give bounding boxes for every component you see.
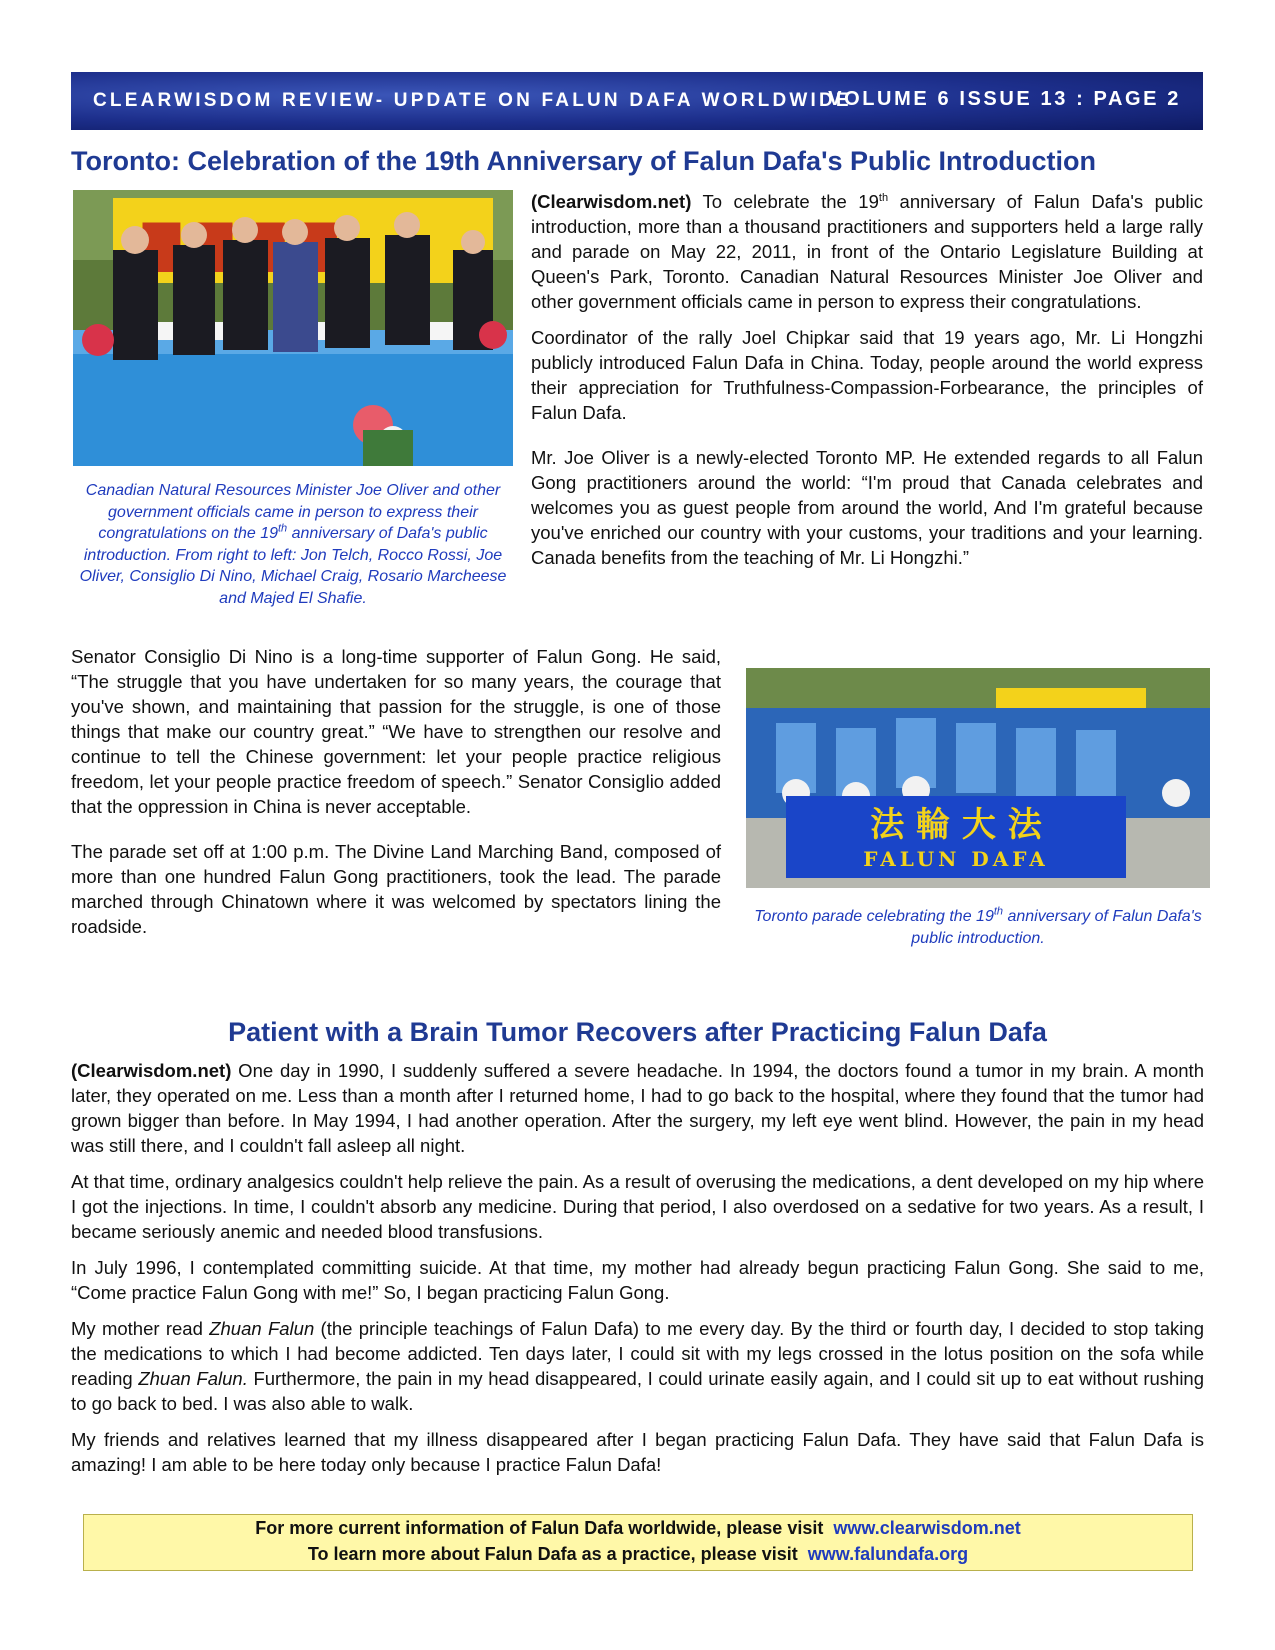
article1-left-column (71, 644, 721, 950)
article2-paragraph-4 (71, 1316, 1204, 1416)
caption1-sup: th (278, 522, 288, 535)
article1-paragraph-2: Coordinator of the rally Joel Chipkar said that 19 years ago, Mr. Li Hongzhi publicly introduced Falun Dafa in China. Today, people around the world express their appreciation for Truthfulness-Compassion-Forbearance, the principles of Falun Dafa. (531, 327, 1203, 423)
article2-title: Patient with a Brain Tumor Recovers after Practicing Falun Dafa (228, 1017, 1047, 1047)
publication-title: CLEARWISDOM REVIEW- UPDATE ON FALUN DAFA WORLDWIDE (93, 90, 852, 111)
caption2-text-a: Toronto parade celebrating the 19 (754, 908, 994, 925)
article1-paragraph-3: Mr. Joe Oliver is a newly-elected Toronto MP. He extended regards to all Falun Gong practitioners around the world: “I'm proud that Canada celebrates and welcomes you as guest people from around the world, And I'm grateful because you've enriched our country with your customs, your traditions and your learning. Canada benefits from the teaching of Mr. Li Hongzhi.” (531, 447, 1203, 568)
photo2-caption (745, 906, 1211, 949)
article1-title: Toronto: Celebration of the 19th Anniversary of Falun Dafa's Public Introduction (71, 146, 1096, 176)
falundafa-link[interactable]: www.falundafa.org (807, 1544, 969, 1564)
caption2-text-b: anniversary of Falun Dafa's public introduction. (911, 908, 1202, 947)
caption2-sup: th (993, 905, 1004, 918)
article2-p1-text: One day in 1990, I suddenly suffered a severe headache. In 1994, the doctors found a tumor in my brain. A month later, they operated on me. Less than a month after I returned home, I had to go back to the hospital, where they found that the tumor had grown bigger than before. In May 1994, I had another operation. After the surgery, my left eye went blind. However, the pain in my head was still there, and I couldn't fall asleep all night. (71, 1060, 1204, 1156)
photo1-caption (68, 480, 518, 609)
p1-text-b: anniversary of Falun Dafa's public introduction, more than a thousand practitioners and supporters held a large rally and parade on May 22, 2011, in front of the Ontario Legislature Building at Queen's Park, Toronto. Canadian Natural Resources Minister Joe Oliver and other government officials came in person to express their congratulations. (531, 191, 1203, 312)
p1-sup: th (878, 191, 889, 204)
article2-body (71, 1058, 1204, 1488)
cake-cutting-photo (73, 190, 513, 466)
article1-paragraph-5: The parade set off at 1:00 p.m. The Divine Land Marching Band, composed of more than one hundred Falun Gong practitioners, took the lead. The parade marched through Chinatown where it was welcomed by spectators lining the roadside. (71, 841, 721, 937)
article2-source: (Clearwisdom.net) (71, 1060, 232, 1081)
footer-line-2 (84, 1541, 1192, 1567)
p4-text-b: (the principle teachings of Falun Dafa) to me every day. By the third or fourth day, I decided to stop taking the medications to which I had become addicted. Ten days later, I could sit with my legs crossed in the lotus position on the sofa while reading (71, 1318, 1204, 1389)
caption1-text-a: Canadian Natural Resources Minister Joe Oliver and other government officials came in person to express their congratulations on the 19 (85, 482, 501, 542)
footer-box (83, 1514, 1193, 1571)
article2-paragraph-5: My friends and relatives learned that my illness disappeared after I began practicing Falun Dafa. They have said that Falun Dafa is amazing! I am able to be here today only because I practice Falun Dafa! (71, 1429, 1204, 1475)
p1-text-a: To celebrate the 19 (691, 191, 879, 212)
p4-text-a: My mother read (71, 1318, 210, 1339)
footer-line1-text: For more current information of Falun Dafa worldwide, please visit (255, 1518, 824, 1538)
caption1-text-b: anniversary of Dafa's public introduction. From right to left: Jon Telch, Rocco Rossi, Joe Oliver, Consiglio Di Nino, Michael Craig, Rosario Marcheese and Majed El Shafie. (79, 525, 507, 607)
article1-right-column (531, 189, 1203, 581)
article1-paragraph-1 (531, 189, 1203, 314)
clearwisdom-link[interactable]: www.clearwisdom.net (833, 1518, 1021, 1538)
footer-line2-text: To learn more about Falun Dafa as a practice, please visit (307, 1544, 798, 1564)
svg-text:▇ ▇ ▇ ▇: ▇ ▇ (143, 216, 233, 272)
p4-text-c: Furthermore, the pain in my head disappeared, I could urinate easily again, and I could sit up to eat without rushing to go back to bed. I was also able to walk. (71, 1368, 1205, 1414)
issue-label: VOLUME 6 ISSUE 13 : PAGE 2 (828, 88, 1181, 110)
parade-photo (746, 668, 1210, 888)
header-bar (71, 72, 1203, 130)
p4-book-title-2: Zhuan Falun. (138, 1368, 248, 1389)
banner-text: FALUN DAFA (863, 847, 1049, 871)
p4-book-title-1: Zhuan Falun (209, 1318, 315, 1339)
banner-chars: 法 輪 大 法 (870, 805, 1042, 845)
article1-paragraph-4: Senator Consiglio Di Nino is a long-time supporter of Falun Gong. He said, “The struggle that you have undertaken for so many years, the courage that you've shown, and maintaining that passion for the struggle, is one of those things that make our country great.” “We have to strengthen our resolve and continue to tell the Chinese government: let your people practice religious freedom, let your people practice freedom of speech.” Senator Consiglio added that the oppression in China is never acceptable. (71, 646, 721, 817)
article2-paragraph-2: At that time, ordinary analgesics couldn't help relieve the pain. As a result of overusing the medications, a dent developed on my hip where I got the injections. In time, I couldn't absorb any medicine. During that period, I also overdosed on a sedative for two years. As a result, I became seriously anemic and needed blood transfusions. (71, 1171, 1204, 1242)
article1-source: (Clearwisdom.net) (531, 191, 692, 212)
article2-paragraph-3: In July 1996, I contemplated committing suicide. At that time, my mother had already begun practicing Falun Gong. She said to me, “Come practice Falun Gong with me!” So, I began practicing Falun Gong. (71, 1257, 1204, 1303)
article2-paragraph-1 (71, 1058, 1204, 1158)
footer-line-1 (84, 1515, 1192, 1541)
